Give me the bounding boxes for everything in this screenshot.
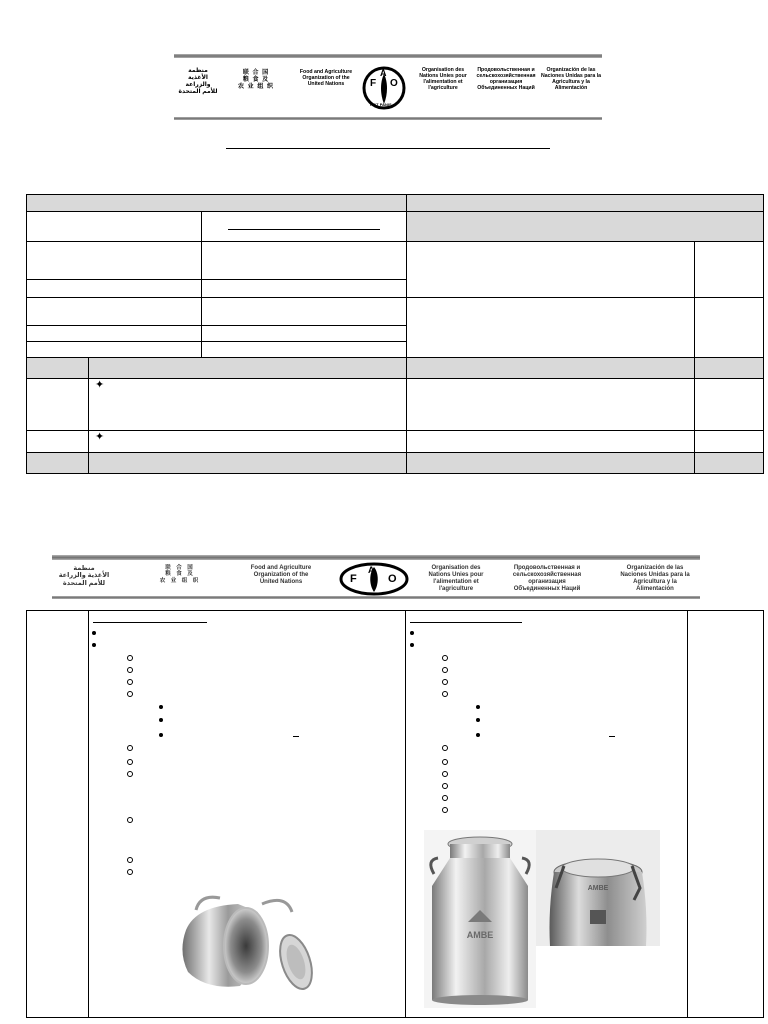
table1-footer-row	[27, 452, 763, 473]
sub-bullet	[127, 857, 133, 863]
banner2-spanish-name: Organización de las Naciones Unidas para la Agricultura y la Alimentación	[620, 565, 690, 592]
left-heading-underline	[93, 622, 207, 623]
right-heading-underline	[410, 622, 522, 623]
sub-sub-bullet	[476, 718, 480, 722]
bullet	[410, 631, 414, 635]
logo-motto: FIAT PANIS	[370, 102, 392, 107]
banner2-arabic-name: منظمة الأغذية والزراعة للأمم المتحدة	[58, 565, 110, 587]
sub-bullet	[127, 771, 133, 777]
sub-bullet	[442, 771, 448, 777]
milk-can-with-lid-photo	[424, 830, 536, 1008]
fao-logo-icon	[338, 562, 410, 596]
table1-cell-underline	[228, 229, 380, 230]
title-underline	[226, 148, 550, 149]
sub-bullet	[442, 745, 448, 751]
banner-arabic-name: منظمة الأغذية والزراعة للأمم المتحدة	[178, 68, 218, 95]
logo-letter-o: O	[390, 78, 398, 89]
banner2-french-name: Organisation des Nations Unies pour l'alimentation et l'agriculture	[428, 565, 484, 592]
sub-bullet	[442, 807, 448, 813]
open-milk-can-photo	[176, 890, 320, 994]
can-brand-label: AMBE	[466, 930, 494, 940]
logo-letter-f: F	[350, 573, 357, 585]
sub-bullet	[442, 679, 448, 685]
fao-header-banner-2	[52, 555, 700, 599]
can-brand-label: AMBE	[587, 885, 609, 892]
fao-header-banner	[174, 54, 602, 120]
dash-mark	[293, 736, 299, 737]
banner2-bottom-rule	[52, 596, 700, 599]
banner-spanish-name: Organización de las Naciones Unidas para la Agricultura y la Alimentación	[541, 67, 601, 91]
sub-sub-bullet	[159, 733, 163, 737]
sub-bullet	[127, 817, 133, 823]
sub-bullet	[442, 783, 448, 789]
banner2-chinese-name: 联 合 国 粮 食 及 农 业 组 织	[159, 565, 201, 584]
logo-letter-f: F	[370, 78, 377, 89]
specification-table-2	[26, 610, 764, 1018]
dash-mark	[609, 736, 615, 737]
banner2-russian-name: Продовольственная и сельскохозяйственная организация Объединенных Наций	[512, 565, 582, 592]
banner-english-name: Food and Agriculture Organization of the United Nations	[299, 69, 353, 87]
sub-bullet	[127, 869, 133, 875]
sub-sub-bullet	[476, 733, 480, 737]
sub-bullet	[442, 655, 448, 661]
sub-sub-bullet	[159, 705, 163, 709]
table1-header-row	[27, 195, 763, 211]
fao-logo-icon	[362, 64, 406, 112]
sub-bullet	[442, 667, 448, 673]
sub-sub-bullet	[159, 718, 163, 722]
banner-bottom-rule	[174, 117, 602, 120]
banner2-english-name: Food and Agriculture Organization of the United Nations	[250, 565, 312, 585]
banner-russian-name: Продовольственная и сельскохозяйственная организация Объединенных Наций	[476, 67, 536, 91]
bullet	[92, 643, 96, 647]
table1-section-row	[27, 357, 763, 378]
banner2-top-rule	[52, 555, 700, 560]
plus-icon: ✦	[95, 431, 105, 443]
sub-bullet	[127, 759, 133, 765]
sub-bullet	[127, 667, 133, 673]
banner-chinese-name: 联 合 国 粮 食 及 农 业 组 织	[237, 70, 274, 90]
sub-bullet	[127, 679, 133, 685]
sub-bullet	[127, 691, 133, 697]
sub-bullet	[442, 759, 448, 765]
bullet	[410, 643, 414, 647]
sub-bullet	[127, 745, 133, 751]
logo-letter-o: O	[388, 573, 397, 585]
banner-top-rule	[174, 54, 602, 58]
logo-letter-a: A	[380, 68, 387, 78]
sub-sub-bullet	[476, 705, 480, 709]
bullet	[92, 631, 96, 635]
table1-subheader-right	[407, 212, 763, 241]
logo-letter-a: A	[368, 565, 375, 575]
plus-icon: ✦	[95, 379, 105, 391]
sub-bullet	[127, 655, 133, 661]
small-milk-can-photo	[536, 830, 660, 946]
sub-bullet	[442, 691, 448, 697]
banner-french-name: Organisation des Nations Unies pour l'alimentation et l'agriculture	[419, 67, 467, 91]
sub-bullet	[442, 795, 448, 801]
